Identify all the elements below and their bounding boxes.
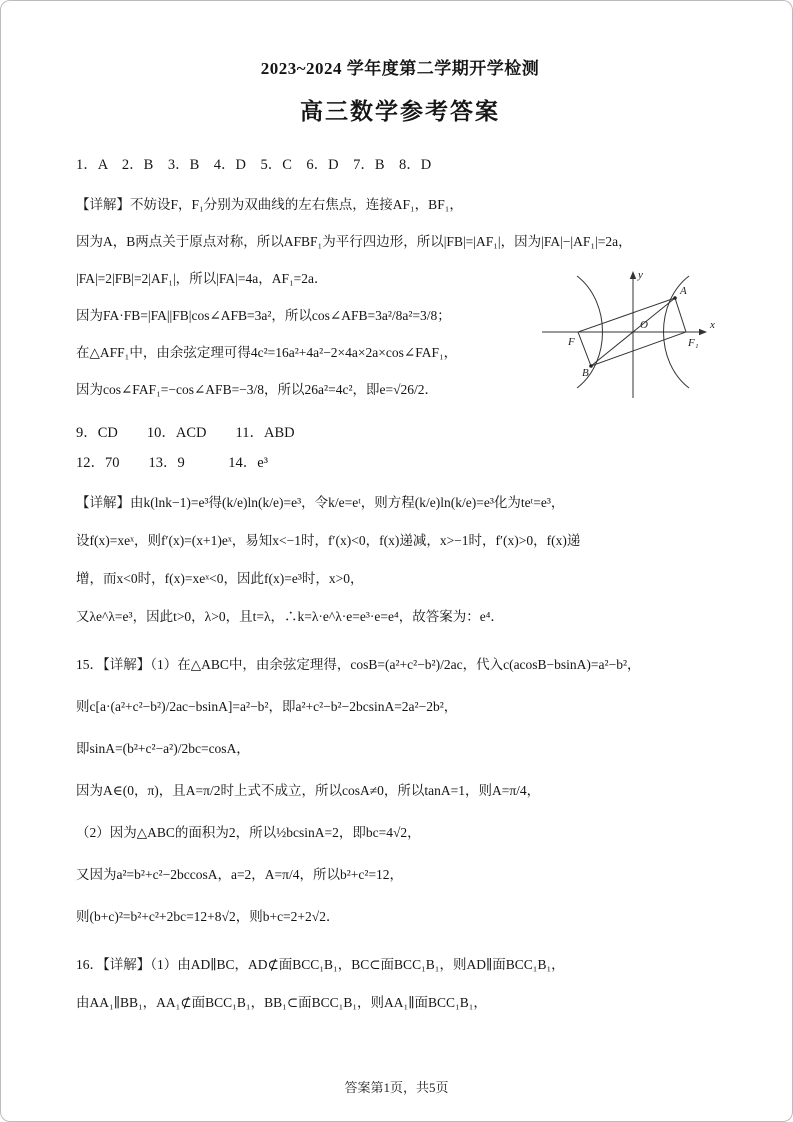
solution-line: 【详解】由k(lnk−1)=e³得(k/e)ln(k/e)=e³，令k/e=eᵗ，则方程(k/e)ln(k/e)=e³化为teᵗ=e³， [76, 495, 565, 510]
solution-line: 15．【详解】（1）在△ABC中，由余弦定理得，cosB=(a²+c²−b²)/2ac，代入c(acosB−bsinA)=a²−b²， [76, 657, 641, 672]
label-F: F [568, 336, 575, 348]
fill-in-answers-row: 12．70 13．9 14．e³ [76, 455, 269, 471]
label-y: y [638, 269, 643, 281]
solution-line: 则c[a·(a²+c²−b²)/2ac−bsinA]=a²−b²，即a²+c²−b²−2bcsinA=2a²−2b²， [76, 699, 458, 714]
label-O: O [640, 319, 648, 331]
label-B: B [582, 367, 589, 379]
choice-answers-row-1: 1．A 2．B 3．B 4．D 5．C 6．D 7．B 8．D [76, 157, 432, 173]
label-x: x [710, 319, 715, 331]
solution-line: 在△AFF₁中，由余弦定理可得4c²=16a²+4a²−2×4a×2a×cos∠FAF₁， [76, 345, 458, 360]
solution-line: 又因为a²=b²+c²−2bccosA，a=2，A=π/4，所以b²+c²=12， [76, 867, 404, 882]
label-F1: F₁ [688, 337, 699, 349]
solution-line: 【详解】不妨设F，F₁分别为双曲线的左右焦点，连接AF₁，BF₁， [76, 197, 463, 212]
solution-line: 则(b+c)²=b²+c²+2bc=12+8√2，则b+c=2+2√2． [76, 909, 340, 924]
solution-line: 即sinA=(b²+c²−a²)/2bc=cosA， [76, 741, 250, 756]
point-B [589, 364, 593, 368]
page-footer: 答案第1页，共5页 [344, 1080, 449, 1095]
point-A [673, 296, 677, 300]
solution-14-block [76, 484, 724, 636]
solution-line: 因为A∈(0，π)，且A=π/2时上式不成立，所以cosA≠0，所以tanA=1，则A=π/4， [76, 783, 541, 798]
solution-line: 又λe^λ=e³，因此t>0，λ>0，且t=λ，∴k=λ·e^λ·e=e³·e=e⁴，故答案为：e⁴． [76, 609, 504, 624]
solution-line: （2）因为△ABC的面积为2，所以½bcsinA=2，即bc=4√2， [76, 825, 421, 840]
doc-title: 2023~2024 学年度第二学期开学检测 [260, 59, 540, 78]
solution-8-block [76, 186, 724, 408]
doc-subtitle: 高三数学参考答案 [300, 99, 500, 124]
solution-line: 因为cos∠FAF₁=−cos∠AFB=−3/8，所以26a²=4c²，即e=√26/2． [76, 382, 439, 397]
solution-line: 16．【详解】（1）由AD∥BC，AD⊄面BCC₁B₁，BC⊂面BCC₁B₁，则AD∥面BCC₁B₁， [76, 957, 565, 972]
solution-line: 增，而x<0时，f(x)=xeˣ<0，因此f(x)=e³时，x>0， [76, 571, 364, 586]
label-A: A [680, 285, 687, 297]
solution-line: 设f(x)=xeˣ，则f′(x)=(x+1)eˣ，易知x<−1时，f′(x)<0，f(x)递减，x>−1时，f′(x)>0，f(x)递 [76, 533, 581, 548]
solution-16-block [76, 946, 724, 1022]
x-axis-arrow-icon [699, 329, 707, 335]
choice-answers-row-2: 9．CD 10．ACD 11．ABD [76, 425, 295, 441]
solution-15-block [76, 644, 724, 938]
solution-line: |FA|=2|FB|=2|AF₁|，所以|FA|=4a，AF₁=2a． [76, 271, 328, 286]
solution-line: 因为FA·FB=|FA||FB|cos∠AFB=3a²，所以cos∠AFB=3a²/8a²=3/8； [76, 308, 451, 323]
solution-line: 由AA₁∥BB₁，AA₁⊄面BCC₁B₁，BB₁⊂面BCC₁B₁，则AA₁∥面BCC₁B₁， [76, 995, 487, 1010]
hyperbola-diagram [536, 262, 724, 404]
hyperbola-figure [536, 262, 724, 404]
document-content [76, 54, 724, 1022]
solution-line: 因为A，B两点关于原点对称，所以AFBF₁为平行四边形，所以|FB|=|AF₁|，因为|FA|−|AF₁|=2a， [76, 234, 632, 249]
y-axis-arrow-icon [630, 271, 636, 279]
